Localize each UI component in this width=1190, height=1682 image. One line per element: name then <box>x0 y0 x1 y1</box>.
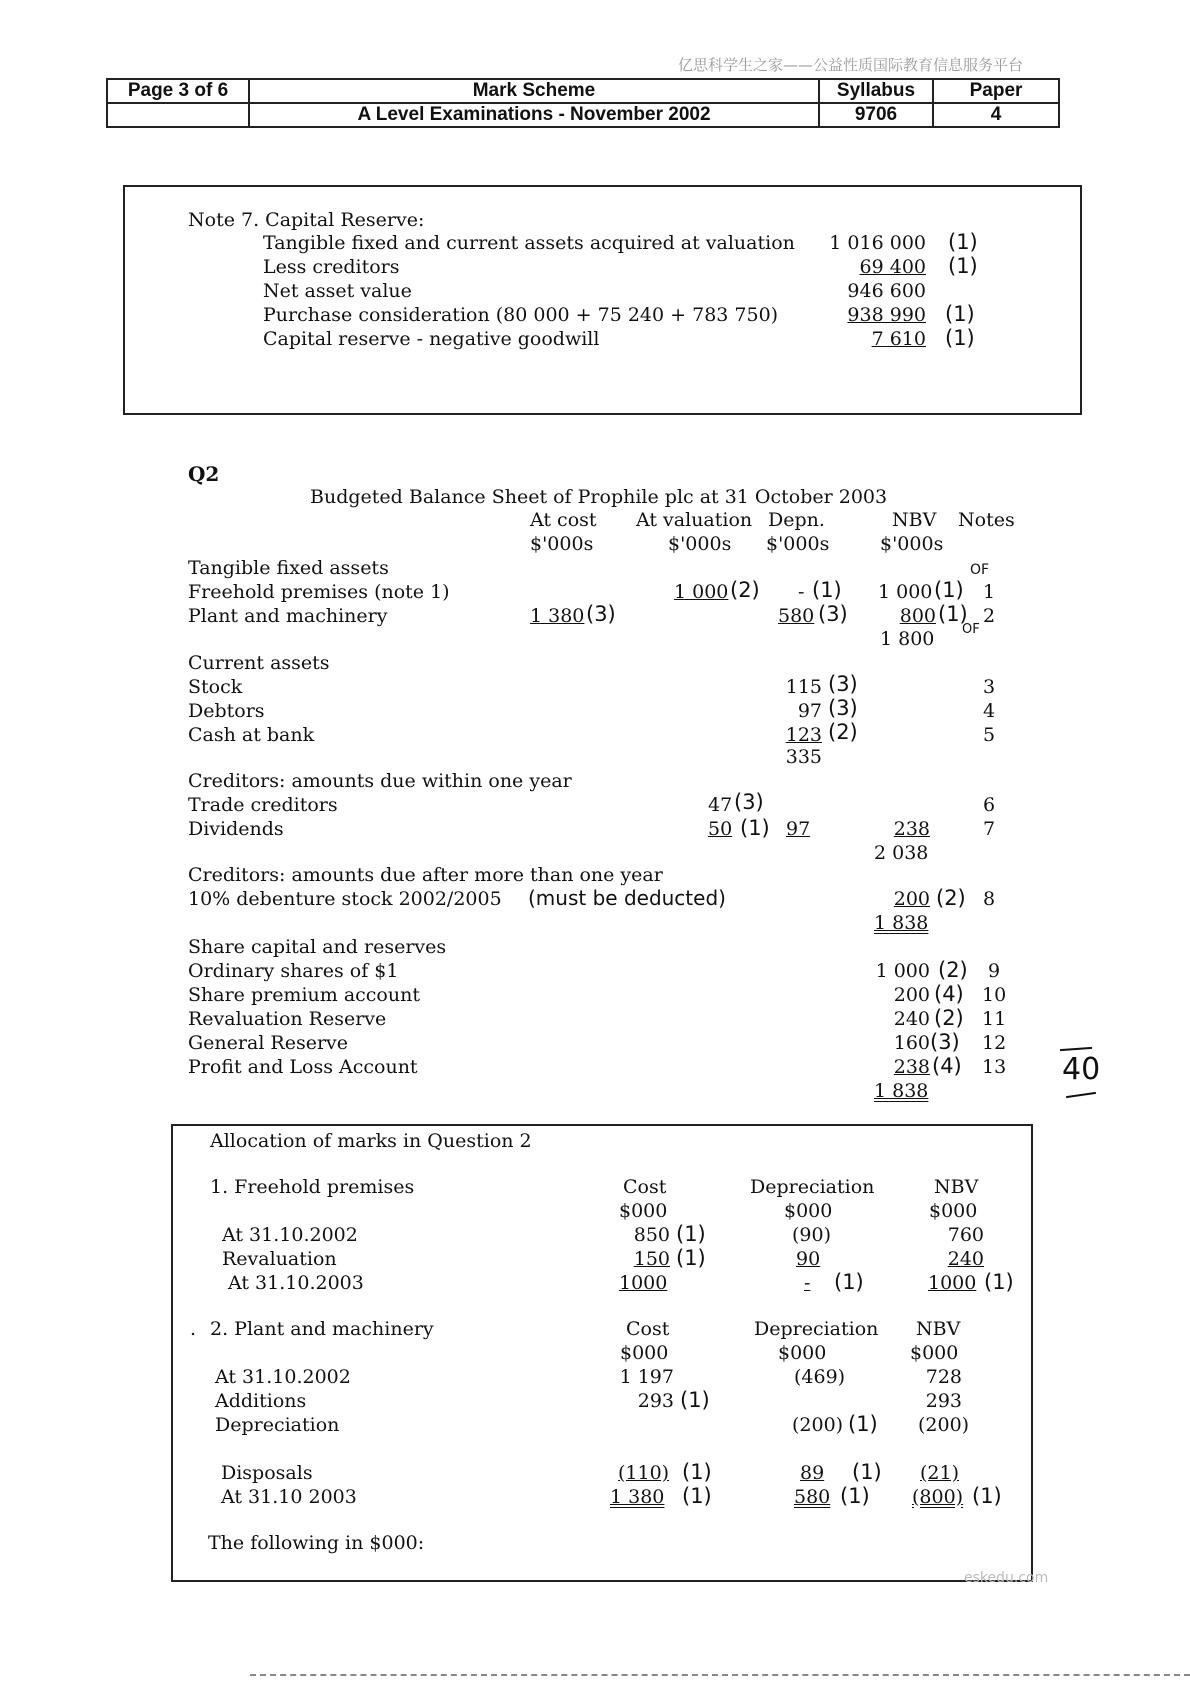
allocation-title: Allocation of marks in Question 2 <box>210 1130 532 1152</box>
nbv-value: 293 <box>925 1390 962 1412</box>
row-label: At 31.10.2003 <box>228 1272 364 1294</box>
row-label: Additions <box>215 1390 307 1412</box>
note-number: 7 <box>983 818 996 840</box>
row-label: Stock <box>188 676 243 698</box>
col-head-nbv: NBV <box>934 1176 979 1198</box>
hand-mark: (1) <box>676 1222 706 1246</box>
note7-value: 69 400 <box>859 256 926 278</box>
note7-value: 1 016 000 <box>829 232 926 254</box>
hand-mark: (1) <box>852 1460 882 1484</box>
note7-mark: (1) <box>948 254 978 278</box>
depn-value: 580 <box>778 605 815 627</box>
hand-mark: (2) <box>828 720 858 744</box>
watermark-text: 亿思科学生之家——公益性质国际教育信息服务平台 <box>678 56 1024 74</box>
col-unit: $000 <box>619 1200 668 1222</box>
hand-mark: (3) <box>828 672 858 696</box>
hand-mark: (1) <box>676 1246 706 1270</box>
row-label: Profit and Loss Account <box>188 1056 418 1078</box>
hand-mark: (2) <box>936 886 966 910</box>
subtotal-value: 2 038 <box>874 842 929 864</box>
hand-mark: (2) <box>938 958 968 982</box>
col-unit: $000 <box>910 1342 959 1364</box>
hand-mark: (1) <box>834 1270 864 1294</box>
row-label: Dividends <box>188 818 284 840</box>
dep-value: (200) <box>792 1414 844 1436</box>
col-unit-at-valuation: $'000s <box>668 533 732 555</box>
col-unit-depn: $'000s <box>766 533 830 555</box>
row-label: At 31.10 2003 <box>221 1486 357 1508</box>
note-number: 2 <box>983 605 996 627</box>
note7-title: Note 7. Capital Reserve: <box>188 209 425 231</box>
hand-mark: (1) <box>840 1484 870 1508</box>
row-label: Trade creditors <box>188 794 338 816</box>
row-label: Debtors <box>188 700 265 722</box>
nbv-value: (200) <box>918 1414 970 1436</box>
question-label: Q2 <box>188 462 220 486</box>
note-number: 11 <box>982 1008 1007 1030</box>
note-number: 12 <box>982 1032 1007 1054</box>
note-number: 3 <box>983 676 996 698</box>
amount-value: 238 <box>893 1056 930 1078</box>
amount-value: 240 <box>893 1008 930 1030</box>
hand-mark: (4) <box>934 982 964 1006</box>
hand-mark: (3) <box>818 602 848 626</box>
col-unit-at-cost: $'000s <box>530 533 594 555</box>
hand-mark: (2) <box>934 1006 964 1030</box>
row-label: General Reserve <box>188 1032 349 1054</box>
amount-value: 97 <box>797 700 822 722</box>
col-head-depreciation: Depreciation <box>754 1318 879 1340</box>
paper-label: Paper <box>933 79 1059 103</box>
row-label: Plant and machinery <box>188 605 388 627</box>
col-head-nbv: NBV <box>892 509 937 531</box>
hand-mark: (1) <box>934 578 964 602</box>
creditors-total: 97 <box>786 818 811 840</box>
hand-mark: (1) <box>680 1388 710 1412</box>
row-label: Depreciation <box>215 1414 340 1436</box>
hand-mark: (1) <box>984 1270 1014 1294</box>
dep-value: (469) <box>794 1366 846 1388</box>
col-head-notes: Notes <box>958 509 1015 531</box>
note7-mark: (1) <box>945 326 975 350</box>
nbv-value: 728 <box>925 1366 962 1388</box>
hand-mark: (2) <box>730 578 760 602</box>
allocation-heading: 2. Plant and machinery <box>210 1318 434 1340</box>
note-number: 8 <box>983 888 996 910</box>
row-label: At 31.10.2002 <box>222 1224 358 1246</box>
hand-comment: (must be deducted) <box>528 886 726 910</box>
section-heading: Current assets <box>188 652 330 674</box>
hand-mark: (1) <box>972 1484 1002 1508</box>
amount-value: 50 <box>708 818 733 840</box>
row-label: Freehold premises (note 1) <box>188 581 450 603</box>
net-assets-total: 1 838 <box>874 912 929 934</box>
cost-value: (110) <box>618 1462 670 1484</box>
allocation-heading: 1. Freehold premises <box>210 1176 415 1198</box>
hand-mark: (3) <box>586 602 616 626</box>
note7-mark: (1) <box>945 302 975 326</box>
amount-value: 47 <box>708 794 733 816</box>
col-unit: $000 <box>778 1342 827 1364</box>
nbv-value: 240 <box>947 1248 984 1270</box>
hand-mark: (1) <box>848 1412 878 1436</box>
row-label: Revaluation Reserve <box>188 1008 387 1030</box>
hand-mark: (4) <box>932 1054 962 1078</box>
note7-label: Tangible fixed and current assets acquired at valuation <box>263 232 795 254</box>
header-table <box>106 78 1060 128</box>
row-label: At 31.10.2002 <box>215 1366 351 1388</box>
nbv-value: (800) <box>912 1486 964 1508</box>
syllabus-label: Syllabus <box>819 79 933 103</box>
hand-mark: (1) <box>938 602 968 626</box>
col-head-cost: Cost <box>626 1318 670 1340</box>
hand-stroke <box>1060 1047 1092 1051</box>
cost-value: 1 197 <box>619 1366 674 1388</box>
dep-value: 89 <box>800 1462 825 1484</box>
col-head-depreciation: Depreciation <box>750 1176 875 1198</box>
hand-mark: (1) <box>682 1484 712 1508</box>
note7-label: Less creditors <box>263 256 400 278</box>
col-head-at-cost: At cost <box>530 509 597 531</box>
hand-mark: (3) <box>930 1030 960 1054</box>
hand-mark: (1) <box>812 578 842 602</box>
note-number: 4 <box>983 700 996 722</box>
note-number: 1 <box>983 581 996 603</box>
syllabus-value: 9706 <box>819 103 933 127</box>
section-heading: Share capital and reserves <box>188 936 447 958</box>
hand-stroke <box>1066 1092 1096 1098</box>
dep-value: 90 <box>796 1248 821 1270</box>
amount-value: 115 <box>785 676 822 698</box>
col-head-at-valuation: At valuation <box>636 509 753 531</box>
current-assets-total: 335 <box>785 746 822 768</box>
total-marks: 40 <box>1062 1052 1101 1087</box>
col-unit-nbv: $'000s <box>880 533 944 555</box>
watermark-text: eskedu.com <box>964 1570 1049 1586</box>
hand-mark: (3) <box>734 790 764 814</box>
note7-value: 7 610 <box>871 328 926 350</box>
section-heading: Creditors: amounts due after more than one year <box>188 864 663 886</box>
capital-total: 1 838 <box>874 1080 929 1102</box>
note7-value: 938 990 <box>847 304 926 326</box>
header-empty-cell <box>107 103 249 127</box>
valuation-value: 1 000 <box>674 581 729 603</box>
net-current-value: 238 <box>893 818 930 840</box>
dep-value: - <box>804 1272 811 1294</box>
hand-annotation: OF <box>970 562 990 578</box>
col-unit: $000 <box>784 1200 833 1222</box>
dep-value: 580 <box>794 1486 831 1508</box>
hand-annotation: OF <box>962 622 980 637</box>
depn-value: - <box>798 581 805 603</box>
nbv-value: 760 <box>947 1224 984 1246</box>
dep-value: (90) <box>792 1224 832 1246</box>
section-heading: Creditors: amounts due within one year <box>188 770 572 792</box>
col-head-cost: Cost <box>623 1176 667 1198</box>
nbv-value: 1 000 <box>878 581 933 603</box>
cost-value: 850 <box>633 1224 670 1246</box>
note7-label: Capital reserve - negative goodwill <box>263 328 600 350</box>
row-label: Cash at bank <box>188 724 315 746</box>
col-unit: $000 <box>929 1200 978 1222</box>
note7-value: 946 600 <box>847 280 926 302</box>
note-number: 9 <box>988 960 1001 982</box>
hand-mark: (1) <box>740 816 770 840</box>
note-number: 5 <box>983 724 996 746</box>
amount-value: 200 <box>893 984 930 1006</box>
page-edge-line <box>250 1674 1190 1676</box>
fixed-assets-total: 1 800 <box>880 628 935 650</box>
header-subtitle: A Level Examinations - November 2002 <box>249 103 819 127</box>
nbv-value: (21) <box>920 1462 960 1484</box>
note7-label: Net asset value <box>263 280 412 302</box>
amount-value: 1 000 <box>875 960 930 982</box>
note-number: 10 <box>982 984 1007 1006</box>
row-label: Ordinary shares of $1 <box>188 960 399 982</box>
row-label: Share premium account <box>188 984 420 1006</box>
amount-value: 123 <box>785 724 822 746</box>
paper-value: 4 <box>933 103 1059 127</box>
col-unit: $000 <box>620 1342 669 1364</box>
note7-mark: (1) <box>948 230 978 254</box>
hand-mark: (1) <box>682 1460 712 1484</box>
cost-value: 150 <box>633 1248 670 1270</box>
col-head-nbv: NBV <box>916 1318 961 1340</box>
section-heading: Tangible fixed assets <box>188 557 389 579</box>
note7-label: Purchase consideration (80 000 + 75 240 + 783 750) <box>263 304 779 326</box>
hand-mark: (3) <box>828 696 858 720</box>
note-number: 13 <box>982 1056 1007 1078</box>
col-head-depn: Depn. <box>768 509 825 531</box>
balance-sheet-title: Budgeted Balance Sheet of Prophile plc at 31 October 2003 <box>310 486 888 508</box>
note-number: 6 <box>983 794 996 816</box>
bullet-dot: . <box>190 1318 197 1340</box>
header-title: Mark Scheme <box>249 79 819 103</box>
nbv-value: 800 <box>899 605 936 627</box>
allocation-footer: The following in $000: <box>208 1532 425 1554</box>
cost-value: 1 380 <box>610 1486 665 1508</box>
row-label: Revaluation <box>222 1248 337 1270</box>
cost-value: 293 <box>637 1390 674 1412</box>
cost-value: 1000 <box>619 1272 668 1294</box>
debenture-value: 200 <box>893 888 930 910</box>
row-label: Disposals <box>221 1462 313 1484</box>
nbv-value: 1000 <box>928 1272 977 1294</box>
row-label: 10% debenture stock 2002/2005 <box>188 888 502 910</box>
amount-value: 160 <box>893 1032 930 1054</box>
cost-value: 1 380 <box>530 605 585 627</box>
page-number: Page 3 of 6 <box>107 79 249 103</box>
